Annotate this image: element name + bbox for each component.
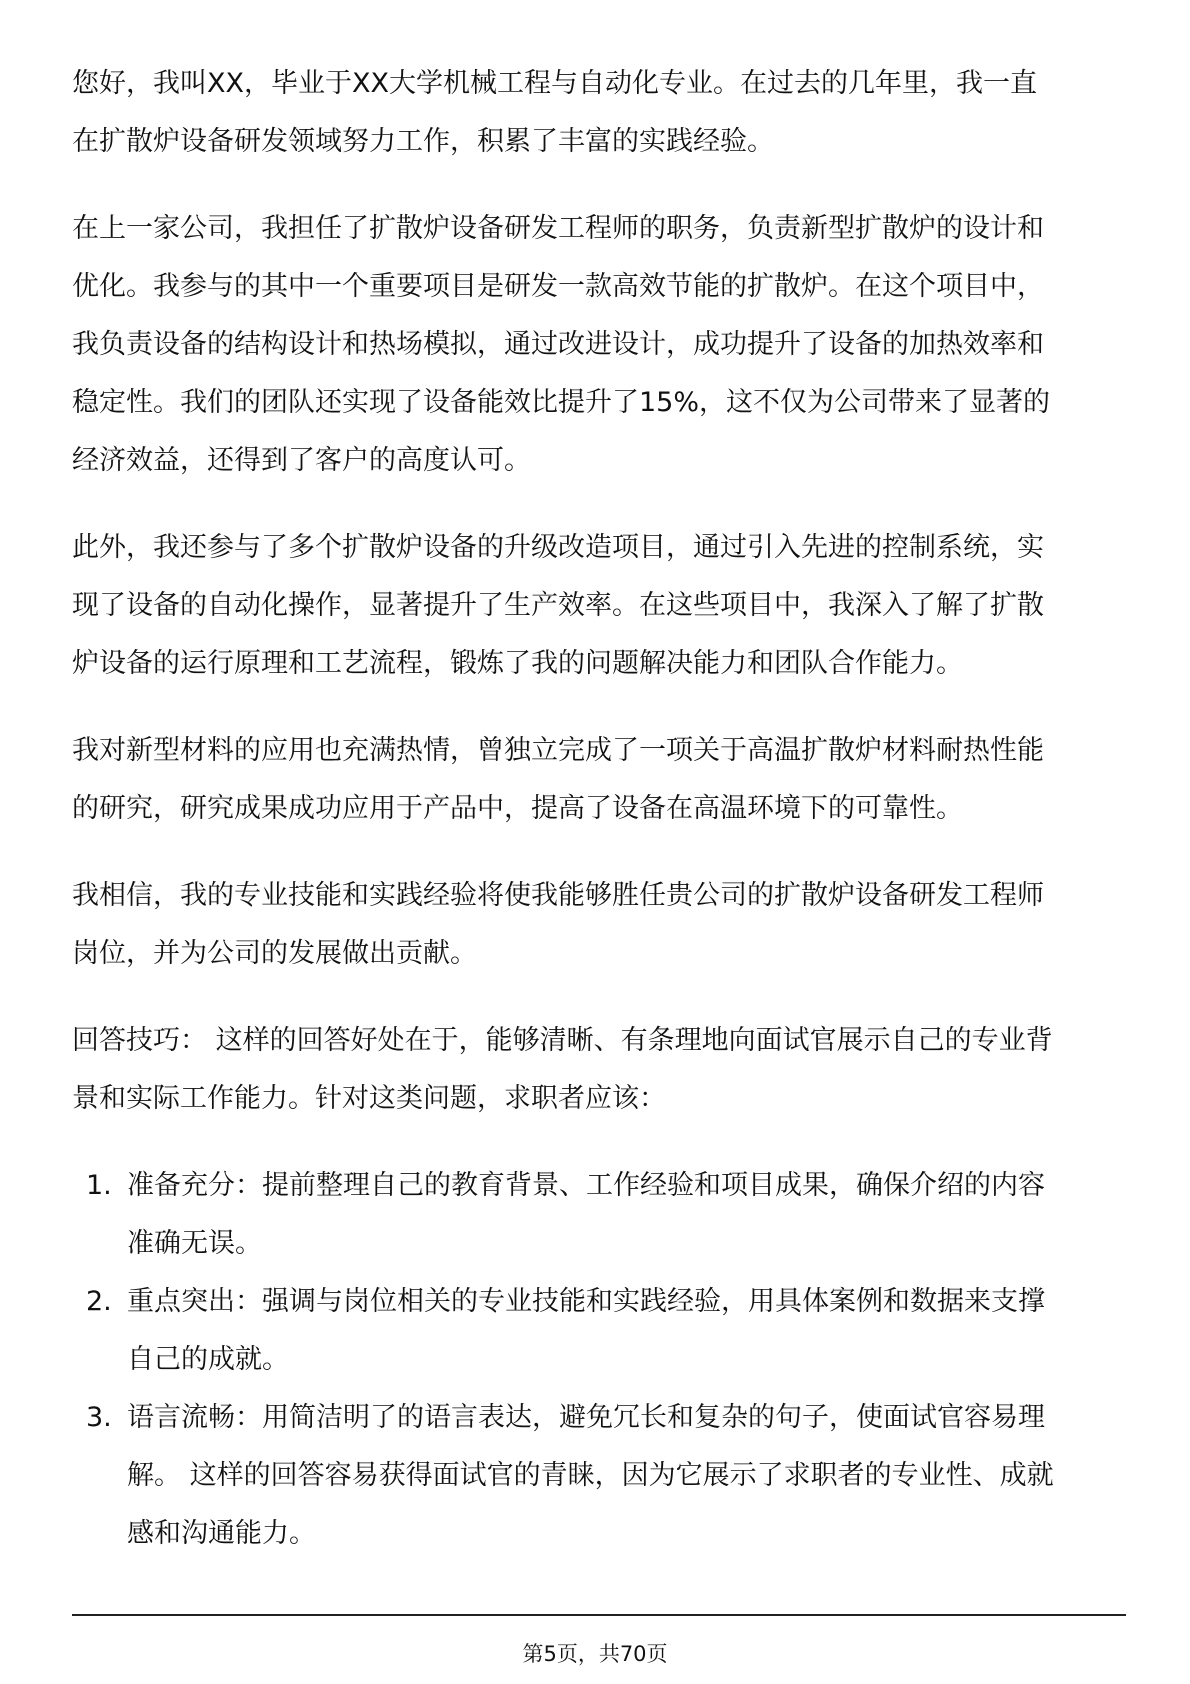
text-line: 在上一家公司，我担任了扩散炉设备研发工程师的职务，负责新型扩散炉的设计和	[72, 213, 1044, 244]
paragraph	[72, 1012, 1132, 1128]
document-body	[72, 55, 1132, 1563]
paragraph	[72, 55, 1132, 171]
text-line: 我相信，我的专业技能和实践经验将使我能够胜任贵公司的扩散炉设备研发工程师	[72, 880, 1044, 911]
text-line: 自己的成就。	[127, 1344, 289, 1375]
text-line: 您好，我叫XX，毕业于XX大学机械工程与自动化专业。在过去的几年里，我一直	[72, 68, 1037, 99]
list-item	[72, 1157, 1132, 1273]
text-line: 此外，我还参与了多个扩散炉设备的升级改造项目，通过引入先进的控制系统，实	[72, 532, 1044, 563]
list-item	[72, 1389, 1132, 1563]
text-line: 语言流畅：用简洁明了的语言表达，避免冗长和复杂的句子，使面试官容易理	[127, 1402, 1045, 1433]
text-line: 重点突出：强调与岗位相关的专业技能和实践经验，用具体案例和数据来支撑	[127, 1286, 1045, 1317]
text-line: 回答技巧： 这样的回答好处在于，能够清晰、有条理地向面试官展示自己的专业背	[72, 1025, 1053, 1056]
text-line: 解。 这样的回答容易获得面试官的青睐，因为它展示了求职者的专业性、成就	[127, 1460, 1054, 1491]
text-line: 岗位，并为公司的发展做出贡献。	[72, 938, 477, 969]
paragraph	[72, 200, 1132, 490]
text-line: 现了设备的自动化操作，显著提升了生产效率。在这些项目中，我深入了解了扩散	[72, 590, 1044, 621]
text-line: 优化。我参与的其中一个重要项目是研发一款高效节能的扩散炉。在这个项目中，	[72, 271, 1044, 302]
paragraph	[72, 867, 1132, 983]
text-line: 在扩散炉设备研发领域努力工作，积累了丰富的实践经验。	[72, 126, 774, 157]
list-item	[72, 1273, 1132, 1389]
list-number: 3.	[86, 1402, 112, 1433]
tips-list	[72, 1157, 1132, 1563]
paragraph	[72, 519, 1132, 693]
text-line: 景和实际工作能力。针对这类问题，求职者应该：	[72, 1083, 666, 1114]
list-number: 2.	[86, 1286, 112, 1317]
text-line: 我负责设备的结构设计和热场模拟，通过改进设计，成功提升了设备的加热效率和	[72, 329, 1044, 360]
text-line: 炉设备的运行原理和工艺流程，锻炼了我的问题解决能力和团队合作能力。	[72, 648, 963, 679]
paragraph	[72, 722, 1132, 838]
text-line: 的研究，研究成果成功应用于产品中，提高了设备在高温环境下的可靠性。	[72, 793, 963, 824]
text-line: 感和沟通能力。	[127, 1518, 316, 1549]
page-number: 第5页，共70页	[522, 1642, 668, 1666]
text-line: 我对新型材料的应用也充满热情，曾独立完成了一项关于高温扩散炉材料耐热性能	[72, 735, 1044, 766]
footer-divider	[72, 1614, 1126, 1616]
text-line: 准备充分：提前整理自己的教育背景、工作经验和项目成果，确保介绍的内容	[127, 1170, 1045, 1201]
text-line: 准确无误。	[127, 1228, 262, 1259]
text-line: 稳定性。我们的团队还实现了设备能效比提升了15%，这不仅为公司带来了显著的	[72, 387, 1051, 418]
text-line: 经济效益，还得到了客户的高度认可。	[72, 445, 531, 476]
list-number: 1.	[86, 1170, 112, 1201]
